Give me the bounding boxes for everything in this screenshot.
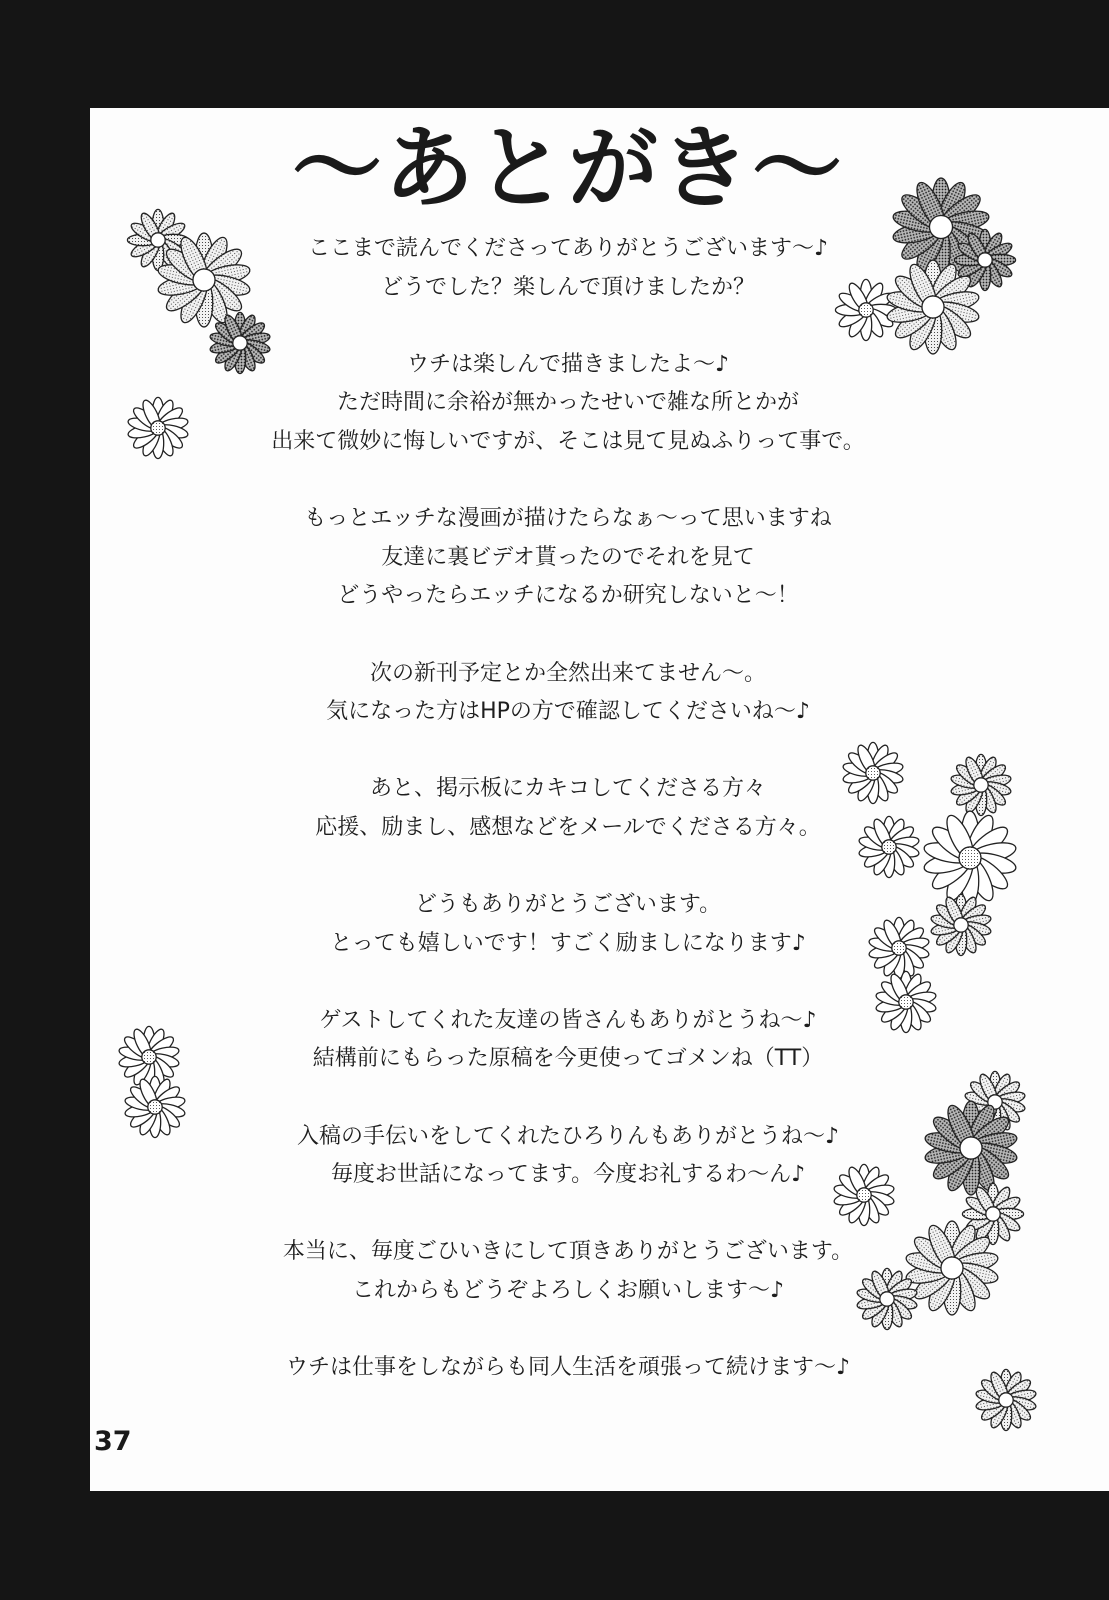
text-line: ウチは仕事をしながらも同人生活を頑張って続けます～♪ [285,1355,851,1381]
flower-center [151,421,165,435]
flower-center [859,303,873,317]
text-line: 結構前にもらった原稿を今更使ってゴメンね（TT） [312,1046,824,1072]
flower-center [929,215,952,238]
paragraph-next-release [90,655,1046,732]
flower-center [142,1050,156,1064]
text-line: ただ時間に余裕が無かったせいで雑な所とかが [336,390,799,416]
text-line: ここまで読んでくださってありがとうございます～♪ [307,236,829,261]
daisy-flower-icon [125,395,191,461]
flower-center [999,1393,1013,1407]
flower-center [193,269,215,291]
daisy-flower-icon [928,892,994,958]
flower-center [974,778,988,792]
flower-center [866,766,880,780]
text-line: 気になった方はHPの方で確認してくださいね～♪ [326,699,810,725]
daisy-flower-icon [207,310,273,376]
daisy-flower-icon [856,814,922,880]
daisy-flower-icon [884,258,982,356]
text-line: 入稿の手伝いをしてくれたひろりんもありがとうね～♪ [296,1123,840,1149]
flower-center [882,840,896,854]
flower-center [941,1257,963,1279]
daisy-flower-icon [831,1162,897,1228]
daisy-flower-icon [873,969,939,1035]
text-line: どうもありがとうございます。 [414,892,722,918]
text-line: 出来て微妙に悔しいですが、そこは見て見ぬふりって事で。 [271,428,865,454]
flower-center [960,1137,982,1159]
page-title: ～あとがき～ [292,116,844,221]
flower-center [954,918,968,932]
daisy-flower-icon [840,740,906,806]
flower-center [899,995,913,1009]
text-line: ウチは楽しんで描きましたよ～♪ [406,351,730,377]
text-line: 毎度お世話になってます。今度お礼するわ～ん♪ [330,1162,806,1188]
flower-center [880,1292,894,1306]
text-line: どうでした？楽しんで頂けましたか？ [380,274,755,300]
text-line: どうやったらエッチになるか研究しないと～！ [337,583,799,609]
text-line: とっても嬉しいです！すごく励ましになります♪ [330,930,806,956]
page-number: 37 [94,1426,132,1457]
daisy-flower-icon [973,1367,1039,1433]
paragraph-helper [90,1118,1046,1195]
paragraph-goals [90,500,1046,616]
flower-center [857,1188,871,1202]
text-line: 友達に裏ビデオ貰ったのでそれを見て [381,544,755,570]
flower-center [233,336,247,350]
flower-center [892,941,906,955]
text-line: 応援、励まし、感想などをメールでくださる方々。 [315,814,821,840]
text-line: これからもどうぞよろしくお願いします～♪ [351,1278,785,1304]
afterword-text [90,230,1046,1388]
flower-center [959,847,981,869]
flower-center [922,296,944,318]
paragraph-closing [90,1349,1046,1388]
daisy-flower-icon [854,1266,920,1332]
text-line: ゲストしてくれた友達の皆さんもありがとうね～♪ [319,1007,817,1033]
daisy-flower-icon [122,1074,188,1140]
text-line: 本当に、毎度ごひいきにして頂きありがとうございます。 [282,1239,854,1265]
text-line: もっとエッチな漫画が描けたらなぁ～って思いますね [304,506,832,532]
flower-center [148,1100,162,1114]
text-line: あと、掲示板にカキコしてくださる方々 [369,776,766,802]
text-line: 次の新刊予定とか全然出来てません～。 [369,660,766,686]
